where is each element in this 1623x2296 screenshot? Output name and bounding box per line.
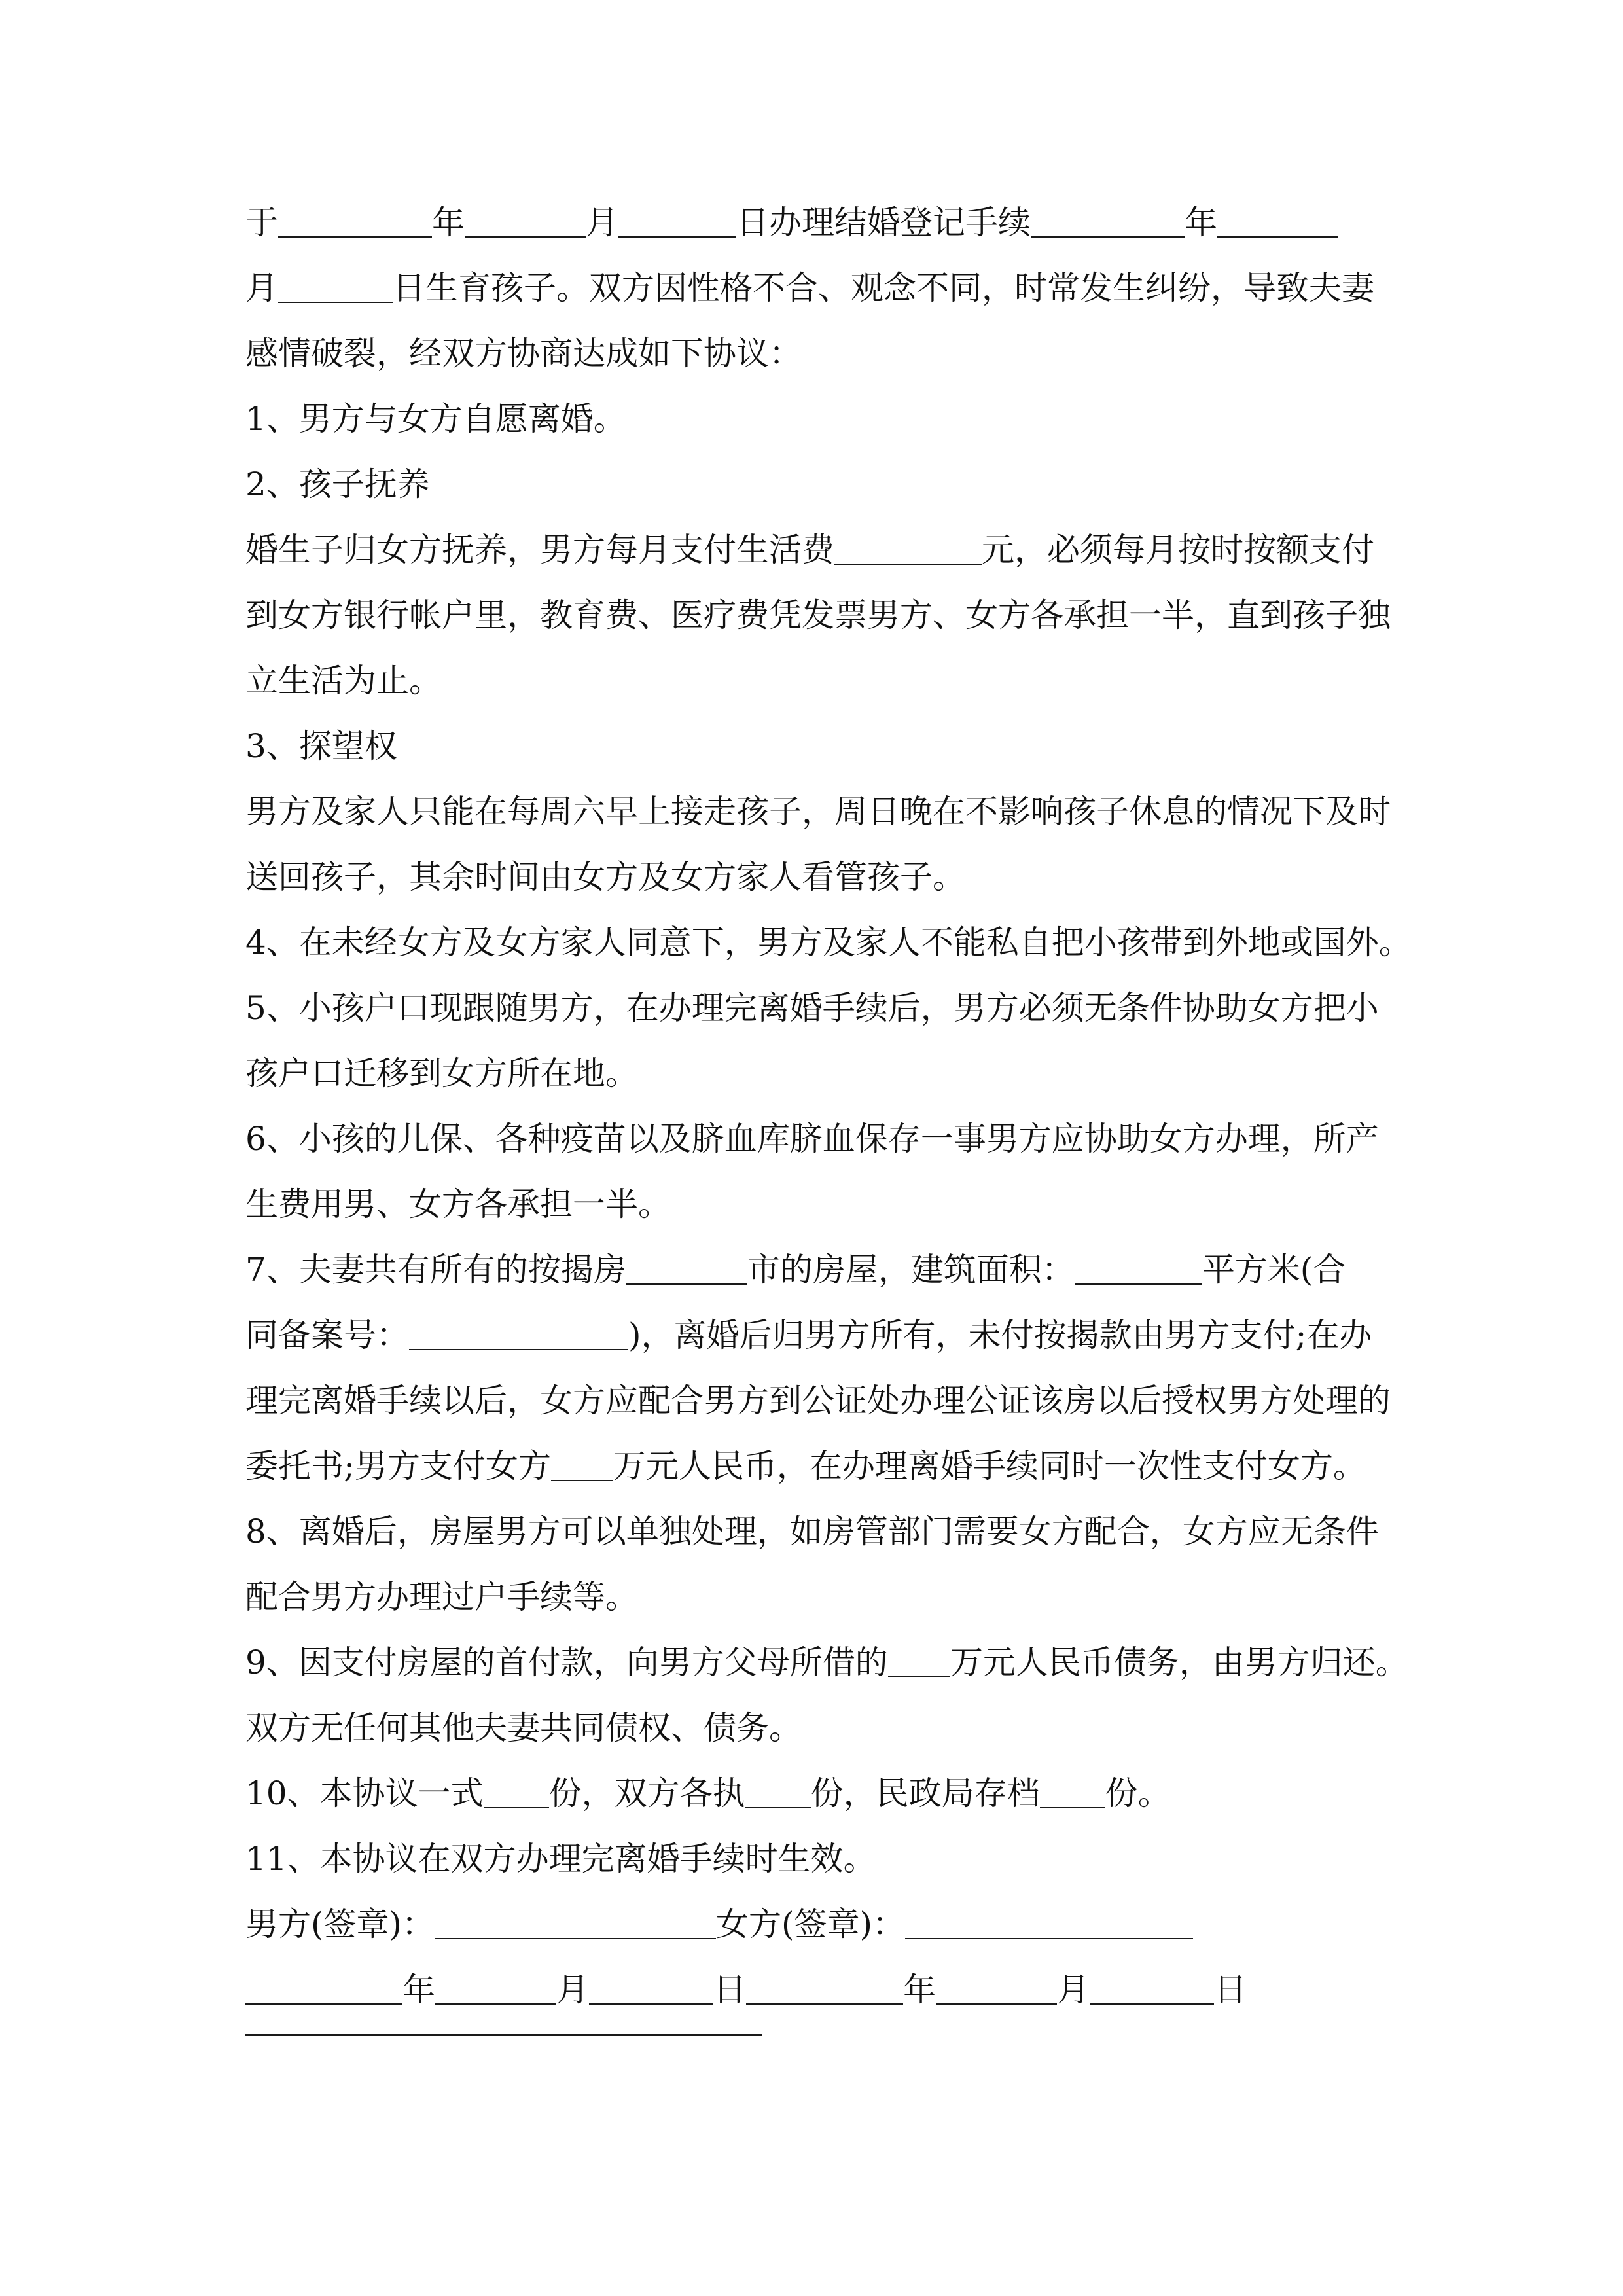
text-line [245,1302,1397,1368]
text-line: 感情破裂，经双方协商达成如下协议： [245,334,802,372]
clause-10 [245,1761,1397,1826]
signature-line [245,1892,1397,1957]
line-text: 7、夫妻共有所有的按揭房 [245,1251,626,1289]
line-text: 委托书;男方支付女方 [245,1447,551,1485]
text-line: 双方无任何其他夫妻共同债权、债务。 [245,1709,802,1747]
line-text: 婚生子归女方抚养，男方每月支付生活费 [245,531,834,569]
line-text: 月 [245,269,278,307]
blank-field[interactable] [745,1773,811,1809]
blank-field[interactable] [1217,202,1338,238]
text-line: 送回孩子，其余时间由女方及女方家人看管孩子。 [245,858,965,896]
blank-field[interactable] [551,1446,613,1482]
signature-date-line [245,1957,1397,2022]
text-line: 理完离婚手续以后，女方应配合男方到公证处办理公证该房以后授权男方处理的 [245,1382,1391,1420]
text-line: 男方及家人只能在每周六早上接走孩子，周日晚在不影响孩子休息的情况下及时 [245,793,1391,831]
blank-field[interactable] [1075,1249,1202,1285]
blank-field[interactable] [626,1249,747,1285]
line-text: 日 [713,1971,746,2009]
blank-field[interactable] [888,1642,950,1678]
line-text: 年 [432,204,465,242]
line-text: )，离婚后归男方所有，未付按揭款由男方支付;在办 [628,1316,1372,1354]
line-text: 年 [1185,204,1217,242]
blank-field[interactable] [409,1315,628,1351]
blank-field[interactable] [936,1969,1057,2005]
blank-field[interactable] [1031,202,1185,238]
male-signature-field[interactable] [435,1904,716,1940]
line-text: 月 [556,1971,589,2009]
text-line: 生费用男、女方各承担一半。 [245,1185,671,1223]
line-text: 日 [1214,1971,1247,2009]
line-text: 平方米(合 [1202,1251,1346,1289]
line-text: 月 [586,204,618,242]
clause-9 [245,1630,1408,1695]
text-line [245,1433,1397,1499]
bottom-divider [245,2034,762,2036]
line-text: 日生育孩子。双方因性格不合、观念不同，时常发生纠纷，导致夫妻 [393,269,1374,307]
blank-field[interactable] [245,1969,402,2005]
text-line [245,517,1397,583]
blank-field[interactable] [465,202,586,238]
line-text: 份，民政局存档 [810,1774,1040,1812]
line-text: 10、本协议一式 [245,1774,484,1812]
clause-6: 6、小孩的儿保、各种疫苗以及脐血库脐血保存一事男方应协助女方办理，所产 [245,1120,1379,1158]
text-line [245,255,1397,321]
line-text: 于 [245,204,278,242]
line-text: 同备案号： [245,1316,409,1354]
male-signature-label: 男方(签章)： [245,1905,435,1943]
blank-field[interactable] [834,529,982,565]
agreement-page [245,190,1412,2036]
clause-7 [245,1237,1397,1302]
line-text: 元，必须每月按时按额支付 [982,531,1374,569]
clause-1: 1、男方与女方自愿离婚。 [245,400,626,438]
blank-field[interactable] [589,1969,713,2005]
clause-2-heading: 2、孩子抚养 [245,465,430,503]
line-text: 万元人民币债务，由男方归还。 [950,1643,1408,1681]
line-text: 日办理结婚登记手续 [736,204,1031,242]
line-text: 份，双方各执 [548,1774,745,1812]
blank-field[interactable] [746,1969,903,2005]
clause-8: 8、离婚后，房屋男方可以单独处理，如房管部门需要女方配合，女方应无条件 [245,1513,1379,1551]
clause-5: 5、小孩户口现跟随男方，在办理完离婚手续后，男方必须无条件协助女方把小 [245,989,1379,1027]
blank-field[interactable] [1090,1969,1214,2005]
blank-field[interactable] [1040,1773,1105,1809]
clause-11: 11、本协议在双方办理完离婚手续时生效。 [245,1840,876,1878]
blank-field[interactable] [278,202,432,238]
line-text: 市的房屋，建筑面积： [747,1251,1075,1289]
text-line: 孩户口迁移到女方所在地。 [245,1054,638,1092]
blank-field[interactable] [618,202,736,238]
text-line: 到女方银行帐户里，教育费、医疗费凭发票男方、女方各承担一半，直到孩子独 [245,596,1391,634]
clause-4: 4、在未经女方及女方家人同意下，男方及家人不能私自把小孩带到外地或国外。 [245,924,1412,961]
text-line: 配合男方办理过户手续等。 [245,1578,638,1616]
blank-field[interactable] [278,268,393,304]
text-line: 立生活为止。 [245,662,442,700]
line-text: 月 [1057,1971,1090,2009]
line-text: 年 [402,1971,435,2009]
line-text: 份。 [1105,1774,1171,1812]
blank-field[interactable] [435,1969,556,2005]
female-signature-label: 女方(签章)： [716,1905,906,1943]
line-text: 年 [903,1971,936,2009]
line-text: 万元人民币，在办理离婚手续同时一次性支付女方。 [613,1447,1366,1485]
line-text: 9、因支付房屋的首付款，向男方父母所借的 [245,1643,888,1681]
blank-field[interactable] [484,1773,549,1809]
female-signature-field[interactable] [905,1904,1193,1940]
clause-3-heading: 3、探望权 [245,727,397,765]
text-line [245,190,1397,255]
